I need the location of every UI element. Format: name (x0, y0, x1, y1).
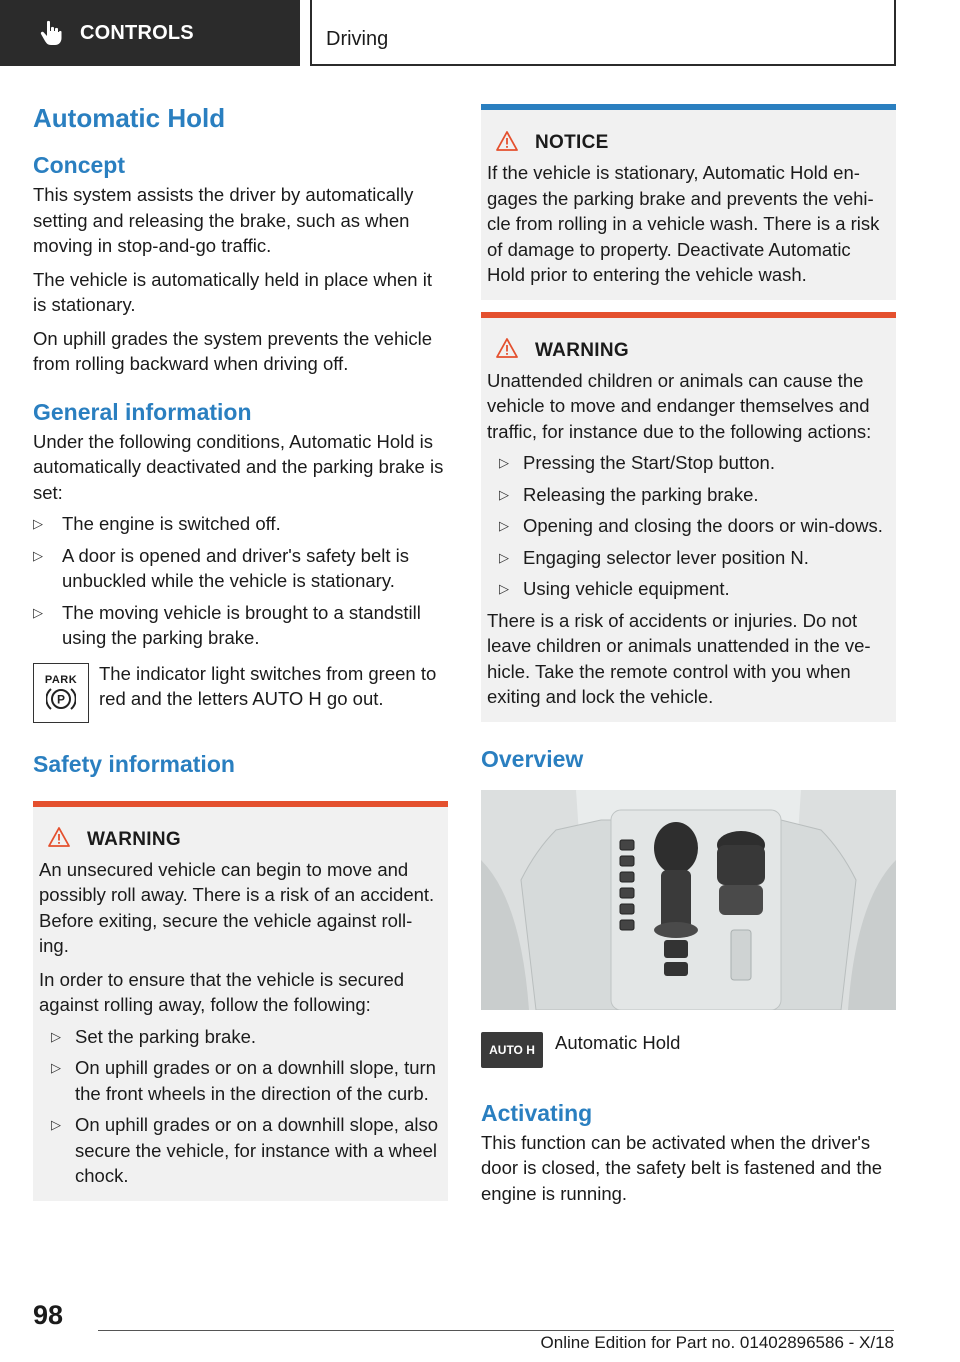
triangle-bullet-icon: ▷ (499, 518, 509, 533)
triangle-bullet-icon: ▷ (499, 549, 509, 565)
list-item: ▷ On uphill grades or on a downhill slope, turn the front wheels in the direction of the curb. (51, 1057, 436, 1104)
securing-steps-list (39, 1024, 440, 1189)
edition-note: Online Edition for Part no. 01402896586 - X/18 (540, 1333, 894, 1352)
warning-triangle-icon (48, 827, 72, 852)
triangle-bullet-icon: ▷ (51, 1060, 61, 1075)
triangle-bullet-icon: ▷ (51, 1117, 61, 1132)
warning-paragraph-2: In order to ensure that the vehicle is secured against rolling away, follow the following: (39, 968, 405, 1015)
notice-text: If the vehicle is stationary, Automatic Hold en-gages the parking brake and prevents the vehi-cle from rolling in a vehicle wash. There is a risk of damage to property. Deactivate Automatic Hold prior to entering the vehicle wash. (487, 162, 880, 285)
indicator-description: The indicator light switches from green to red and the letters AUTO H go out. (99, 662, 437, 709)
list-item: ▷ Using vehicle equipment. (487, 576, 888, 602)
notice-box (481, 104, 896, 300)
triangle-bullet-icon: ▷ (499, 455, 509, 470)
deactivation-conditions-list (33, 511, 448, 651)
safety-warning-box (33, 801, 448, 1201)
park-brake-indicator-icon: PARK P (33, 663, 89, 723)
overview-heading: Overview (481, 745, 584, 772)
safety-information-heading: Safety information (33, 750, 235, 777)
triangle-bullet-icon: ▷ (33, 516, 43, 531)
indicator-row (33, 661, 448, 723)
chapter-tab (310, 0, 896, 66)
list-item: ▷ Releasing the parking brake. (487, 482, 888, 508)
notice-label: NOTICE (535, 132, 609, 153)
triangle-bullet-icon: ▷ (33, 547, 43, 563)
warning-intro: Unattended children or animals can cause the vehicle to move and endanger themselves and traffic, for instance due to the following actions: (487, 369, 872, 442)
warning-label: WARNING (87, 828, 181, 850)
triangle-bullet-icon: ▷ (51, 1028, 61, 1044)
warning-paragraph-1: An unsecured vehicle can begin to move and possibly roll away. There is a risk of an accident. Before exiting, secure the vehicle against roll-ing. (39, 858, 435, 956)
footer-divider (98, 1330, 894, 1331)
section-title: CONTROLS (80, 21, 194, 44)
concept-paragraph-1: This system assists the driver by automatically setting and releasing the brake, such as when moving in stop-and-go traffic. (33, 184, 414, 256)
children-warning-box (481, 312, 896, 722)
svg-text:P: P (56, 692, 66, 706)
concept-heading: Concept (33, 152, 125, 178)
list-item: ▷ Set the parking brake. (39, 1024, 440, 1050)
concept-paragraph-3: On uphill grades the system prevents the vehicle from rolling backward when driving off. (33, 327, 432, 374)
general-information-intro: Under the following conditions, Automatic Hold is automatically deactivated and the parking brake is set: (33, 430, 444, 503)
activating-text: This function can be activated when the driver's door is closed, the safety belt is fastened and the engine is running. (481, 1131, 883, 1204)
auto-h-button-icon: AUTO H (481, 1032, 543, 1068)
chapter-title: Driving (326, 28, 389, 50)
general-information-heading: General information (33, 398, 252, 425)
left-column (33, 98, 448, 1201)
page-number: 98 (33, 1300, 64, 1330)
warning-triangle-icon (496, 131, 520, 156)
list-item: ▷ On uphill grades or on a downhill slope, also secure the vehicle, for instance with a wheel chock. (51, 1114, 439, 1186)
warning-outro: There is a risk of accidents or injuries. Do not leave children or animals unattended in the ve-hicle. Take the remote control with you when exiting and lock the vehicle. (487, 609, 871, 707)
center-console-illustration (481, 790, 896, 1010)
concept-paragraph-2: The vehicle is automatically held in place when it is stationary. (33, 268, 432, 315)
list-item: ▷ A door is opened and driver's safety belt is unbuckled while the vehicle is stationary. (33, 544, 410, 591)
warning-triangle-icon (496, 338, 520, 363)
triangle-bullet-icon: ▷ (499, 581, 509, 596)
section-tab (0, 0, 300, 66)
right-column (481, 98, 896, 1206)
list-item: ▷ The engine is switched off. (33, 511, 448, 537)
activating-heading: Activating (481, 1099, 593, 1126)
hand-pointer-icon (36, 18, 66, 48)
page-title: Automatic Hold (33, 103, 226, 133)
list-item: ▷ Pressing the Start/Stop button. (487, 450, 888, 476)
warning-label: WARNING (535, 339, 629, 361)
auto-hold-caption-row (481, 1032, 896, 1068)
list-item: ▷ Opening and closing the doors or win-dows. (487, 513, 888, 539)
list-item: ▷ Engaging selector lever position N. (487, 545, 888, 571)
list-item: ▷ The moving vehicle is brought to a standstill using the parking brake. (33, 601, 421, 648)
triangle-bullet-icon: ▷ (499, 486, 509, 502)
triangle-bullet-icon: ▷ (33, 604, 43, 620)
auto-hold-caption: Automatic Hold (555, 1031, 681, 1053)
warning-actions-list (487, 450, 888, 602)
